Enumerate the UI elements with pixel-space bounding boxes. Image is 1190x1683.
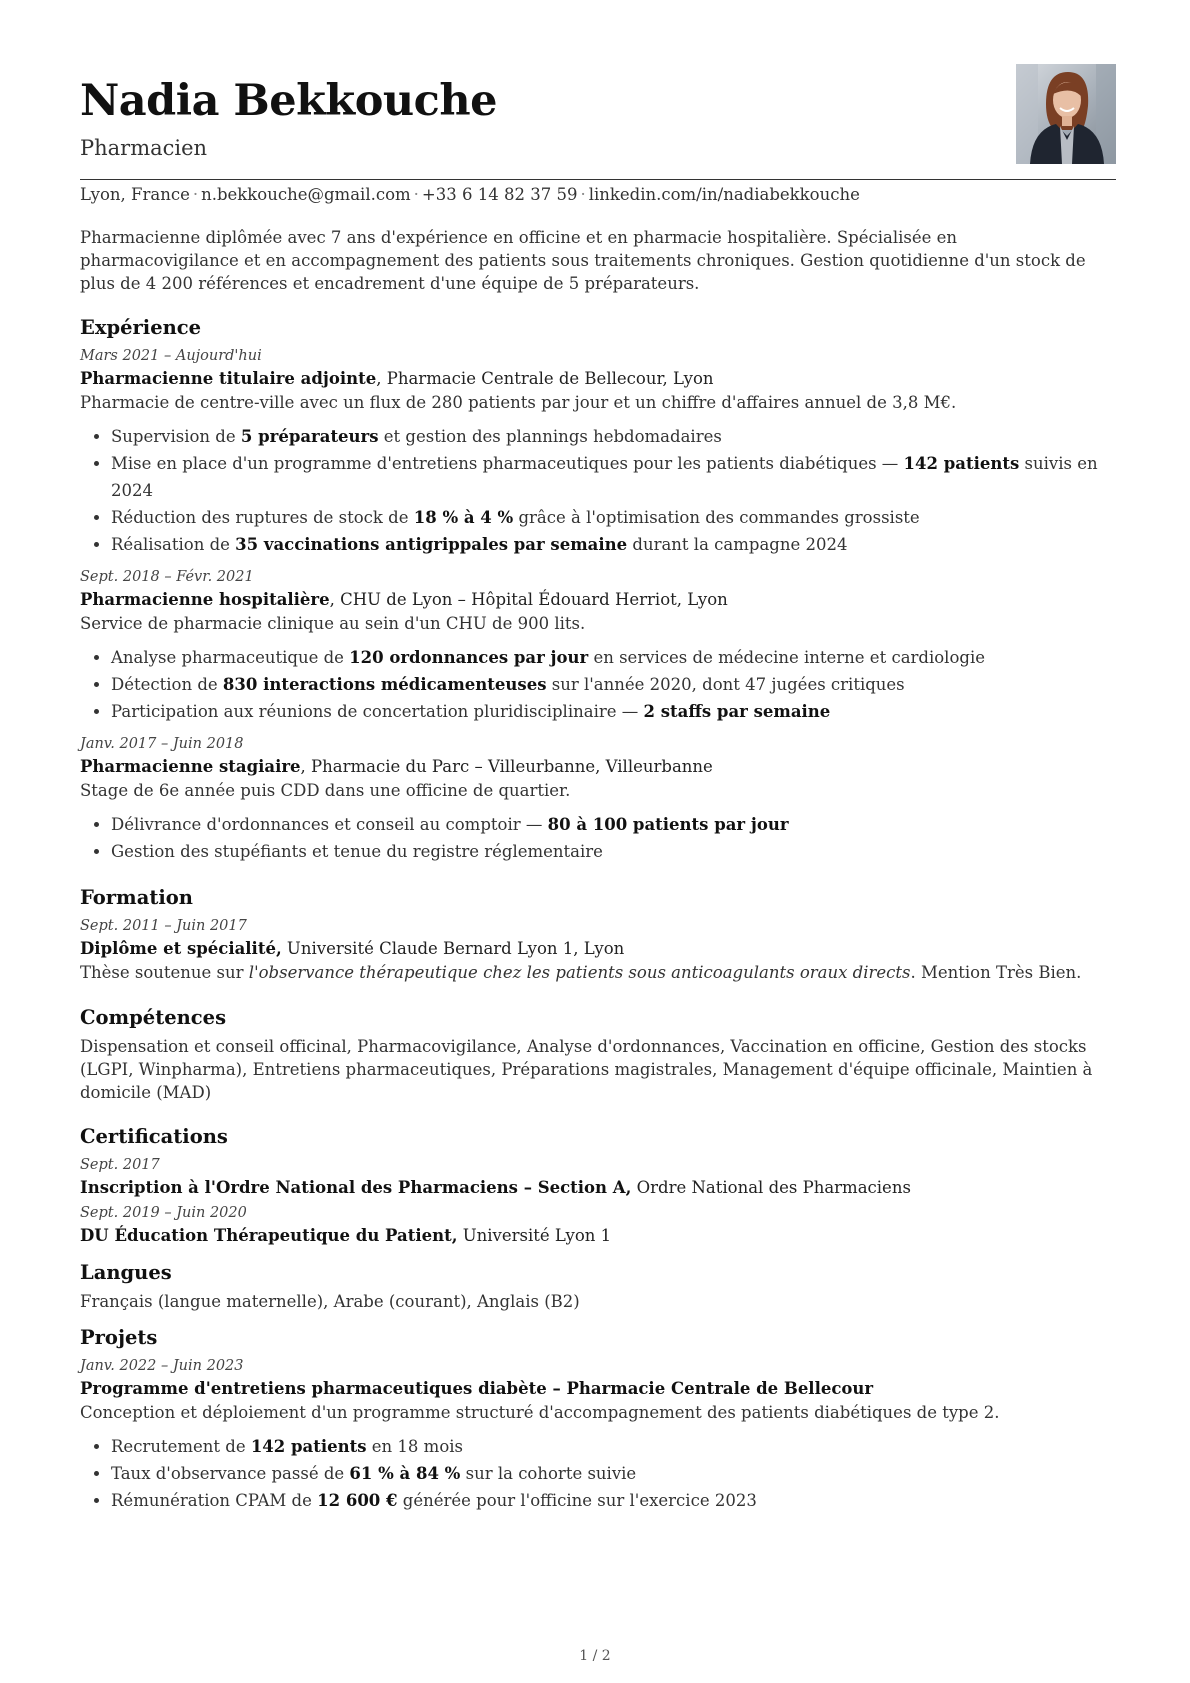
entry-role-line [80,367,1116,391]
section-heading-education: Formation [80,886,193,909]
bullet-item: • Réalisation de 35 vaccinations antigrippales par semaine durant la campagne 2024 [111,531,1116,558]
entry-date: Sept. 2017 [80,1157,160,1173]
entry-date: Sept. 2018 – Févr. 2021 [80,569,254,585]
degree-name: Diplôme et spécialité, [80,939,282,958]
project-title: Programme d'entretiens pharmaceutiques diabète – Pharmacie Centrale de Bellecour [80,1379,874,1398]
languages-list: Français (langue maternelle), Arabe (courant), Anglais (B2) [80,1292,580,1311]
entry-date: Sept. 2011 – Juin 2017 [80,918,247,934]
entry-date: Janv. 2022 – Juin 2023 [80,1358,244,1374]
bullet-item: • Participation aux réunions de concertation pluridisciplinaire — 2 staffs par semaine [111,698,1116,725]
experience-entry [80,733,1116,865]
experience-entry [80,566,1116,725]
candidate-name: Nadia Bekkouche [80,76,497,126]
entry-role-line [80,588,1116,612]
entry-date: Sept. 2019 – Juin 2020 [80,1205,247,1221]
bullet-item: • Mise en place d'un programme d'entretiens pharmaceutiques pour les patients diabétiques — 142 patients suivis en 2024 [111,450,1116,504]
contact-separator: · [580,185,586,204]
project-entry [80,1355,1116,1514]
entry-role-line [80,937,1116,961]
entry-role-line [80,1224,1116,1248]
entry-role-line [80,1176,1116,1200]
bullet-item: • Recrutement de 142 patients en 18 mois [111,1433,1116,1460]
section-heading-projects: Projets [80,1326,158,1349]
certification-name: Inscription à l'Ordre National des Pharmaciens – Section A, [80,1178,632,1197]
entry-description: Service de pharmacie clinique au sein d'un CHU de 900 lits. [80,614,586,633]
section-heading-skills: Compétences [80,1006,227,1029]
bullet-item: • Réduction des ruptures de stock de 18 % à 4 % grâce à l'optimisation des commandes grossiste [111,504,1116,531]
entry-organization: , CHU de Lyon – Hôpital Édouard Herriot, Lyon [329,590,728,609]
bullet-item: • Détection de 830 interactions médicamenteuses sur l'année 2020, dont 47 jugées critiques [111,671,1116,698]
entry-role: Pharmacienne stagiaire [80,757,301,776]
education-entry [80,915,1116,985]
school-name: Université Claude Bernard Lyon 1, Lyon [281,939,625,958]
page-number: 1 / 2 [579,1648,611,1664]
candidate-title: Pharmacien [80,136,208,160]
certification-entry [80,1202,1116,1248]
entry-role: Pharmacienne titulaire adjointe [80,369,377,388]
resume-header [80,60,1116,178]
entry-role: Pharmacienne hospitalière [80,590,330,609]
certification-issuer: Université Lyon 1 [457,1226,612,1245]
profile-photo [1016,64,1116,164]
entry-organization: , Pharmacie Centrale de Bellecour, Lyon [376,369,714,388]
bullet-item: • Gestion des stupéfiants et tenue du registre réglementaire [111,838,1116,865]
section-heading-languages: Langues [80,1261,172,1284]
resume-page [80,60,1116,1522]
entry-description: Pharmacie de centre-ville avec un flux de 280 patients par jour et un chiffre d'affaires annuel de 3,8 M€. [80,393,957,412]
bullet-item: • Délivrance d'ordonnances et conseil au comptoir — 80 à 100 patients par jour [111,811,1116,838]
contact-separator: · [413,185,419,204]
project-bullets [80,1433,1116,1514]
section-heading-experience: Expérience [80,316,202,339]
bullet-item: • Analyse pharmaceutique de 120 ordonnances par jour en services de médecine interne et cardiologie [111,644,1116,671]
contact-separator: · [192,185,199,204]
section-heading-certifications: Certifications [80,1125,228,1148]
entry-description: Stage de 6e année puis CDD dans une officine de quartier. [80,781,571,800]
certification-entry [80,1154,1116,1200]
certification-issuer: Ordre National des Pharmaciens [631,1178,911,1197]
entry-role-line [80,755,1116,779]
thesis-line: Thèse soutenue sur l'observance thérapeutique chez les patients sous anticoagulants oraux directs. Mention Très Bien. [80,963,1082,982]
bullet-item: • Supervision de 5 préparateurs et gestion des plannings hebdomadaires [111,423,1116,450]
contact-line [80,184,1116,206]
contact-email[interactable]: n.bekkouche@gmail.com [201,185,411,204]
entry-role-line [80,1377,1116,1401]
contact-location: Lyon, France [80,185,190,204]
entry-bullets [80,811,1116,865]
bullet-item: • Taux d'observance passé de 61 % à 84 % sur la cohorte suivie [111,1460,1116,1487]
certification-name: DU Éducation Thérapeutique du Patient, [80,1226,458,1245]
entry-organization: , Pharmacie du Parc – Villeurbanne, Villeurbanne [300,757,713,776]
entry-date: Mars 2021 – Aujourd'hui [80,348,262,364]
header-divider [80,179,1116,180]
entry-date: Janv. 2017 – Juin 2018 [80,736,244,752]
summary-paragraph: Pharmacienne diplômée avec 7 ans d'expérience en officine et en pharmacie hospitalière. Spécialisée en pharmacovigilance et en accompagnement des patients sous traitements chroniques. Gestion quotidienne d'un stock de plus de 4 200 références et encadrement d'une équipe de 5 préparateurs. [80,228,1086,293]
experience-entry [80,345,1116,558]
bullet-item: • Rémunération CPAM de 12 600 € générée pour l'officine sur l'exercice 2023 [111,1487,1116,1514]
entry-bullets [80,423,1116,558]
entry-bullets [80,644,1116,725]
skills-list: Dispensation et conseil officinal, Pharmacovigilance, Analyse d'ordonnances, Vaccination en officine, Gestion des stocks (LGPI, Winpharma), Entretiens pharmaceutiques, Préparations magistrales, Management d'équipe officinale, Maintien à domicile (MAD) [80,1037,1093,1102]
contact-linkedin[interactable]: linkedin.com/in/nadiabekkouche [588,185,860,204]
project-description: Conception et déploiement d'un programme structuré d'accompagnement des patients diabétiques de type 2. [80,1403,1000,1422]
contact-phone[interactable]: +33 6 14 82 37 59 [421,185,578,204]
